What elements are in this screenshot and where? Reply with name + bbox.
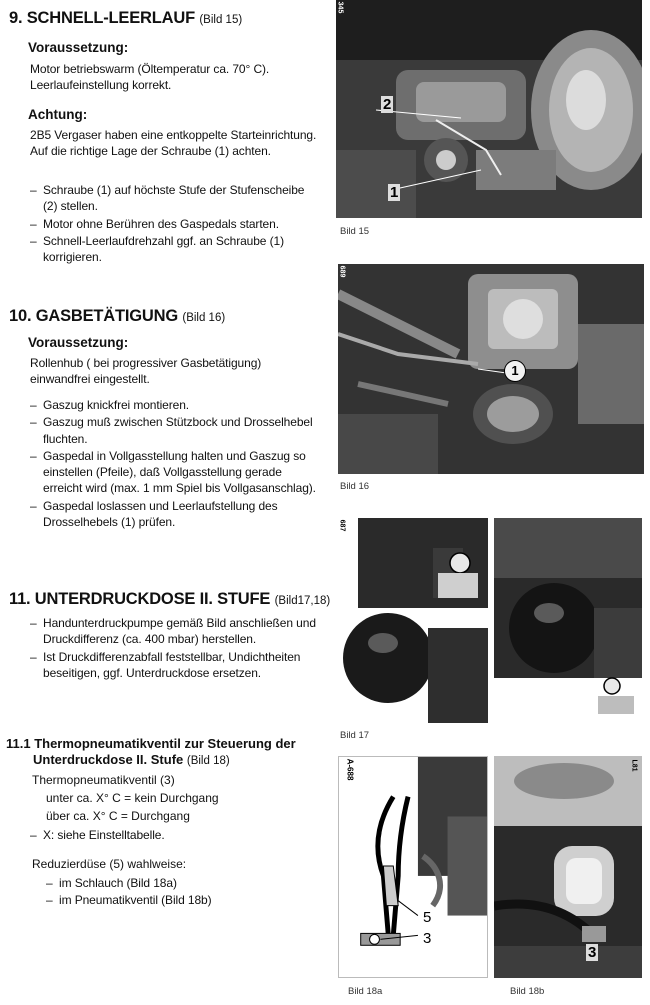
- reduzier-label: Reduzierdüse (5) wahlweise:: [32, 857, 187, 871]
- list-item: – Ist Druckdifferenzabfall feststellbar, Undichtheiten beseitigen, ggf. Unterdruckdose ersetzen.: [30, 649, 320, 682]
- figure-16-caption: Bild 16: [340, 481, 370, 492]
- figure-17-code: 687: [338, 519, 346, 532]
- above-temp-line: über ca. X° C = Durchgang: [46, 809, 190, 823]
- section-11-steps: [30, 615, 320, 682]
- section-11-1-title-line2: Unterdruckdose II. Stufe: [33, 752, 184, 767]
- section-11-title: 11. UNTERDRUCKDOSE II. STUFE: [9, 590, 271, 608]
- figure-column: [336, 0, 646, 1005]
- list-item: – Schnell-Leerlaufdrehzahl ggf. an Schraube (1) korrigieren.: [30, 233, 320, 266]
- figure-16-photo: [338, 264, 644, 474]
- section-9-figure-ref: (Bild 15): [199, 14, 243, 26]
- figure-18a-callout-5: 5: [423, 909, 432, 926]
- figure-18a-callout-3: 3: [423, 930, 432, 947]
- section-11-1-title-line1: 11.1 Thermopneumatikventil zur Steuerung der: [6, 736, 296, 751]
- list-item: – Schraube (1) auf höchste Stufe der Stufenscheibe (2) stellen.: [30, 182, 320, 215]
- section-11-1-figure-ref: (Bild 18): [186, 755, 230, 767]
- section-10-voraussetzung-label: Voraussetzung:: [28, 335, 129, 350]
- section-10-figure-ref: (Bild 16): [182, 312, 226, 324]
- list-item: – X: siehe Einstelltabelle.: [30, 827, 320, 843]
- figure-18a-drawing: [338, 756, 488, 978]
- figure-15-code: 345: [336, 1, 344, 14]
- figure-15-callout-2: 2: [383, 96, 392, 113]
- figure-18b-photo: [494, 756, 642, 978]
- section-10-heading: [9, 307, 225, 326]
- figure-15-caption: Bild 15: [340, 226, 370, 237]
- reduzier-options: [46, 875, 306, 910]
- section-10-steps: [30, 397, 320, 531]
- figure-17-caption: Bild 17: [340, 730, 370, 741]
- figure-16-callout-circle: [504, 360, 526, 382]
- figure-17-photo-right: [494, 518, 642, 723]
- list-item: – Handunterdruckpumpe gemäß Bild anschließen und Druckdifferenz (ca. 400 mbar) herstellen.: [30, 615, 320, 648]
- list-item: – Gaszug muß zwischen Stützbock und Drosselhebel fluchten.: [30, 414, 320, 447]
- figure-18a-code: A-688: [345, 758, 355, 781]
- figure-18b-code: L81: [630, 759, 638, 772]
- figure-16-callout-1: 1: [511, 363, 519, 378]
- section-11-1-heading: [6, 736, 326, 769]
- section-11-figure-ref: (Bild17,18): [274, 595, 331, 607]
- list-item: – im Schlauch (Bild 18a): [46, 875, 306, 891]
- figure-16-code: 689: [338, 265, 346, 278]
- section-10-voraussetzung-text: Rollenhub ( bei progressiver Gasbetätigung) einwandfrei eingestellt.: [30, 356, 262, 387]
- figure-17-photo-left: [338, 518, 488, 723]
- figure-18a-caption: Bild 18a: [348, 986, 383, 997]
- list-item: – Gaspedal in Vollgasstellung halten und Gaszug so einstellen (Pfeile), daß Vollgasstellung gerade erreicht wird (max. 1 mm Spiel bis Vollgasanschlag).: [30, 448, 320, 497]
- section-9-heading: [9, 9, 242, 28]
- figure-18b-callout-3: 3: [588, 944, 597, 961]
- section-9-voraussetzung-label: Voraussetzung:: [28, 40, 129, 55]
- section-9-steps: [30, 182, 320, 266]
- list-item: – Motor ohne Berühren des Gaspedals starten.: [30, 216, 320, 232]
- figure-15-photo: [336, 0, 642, 218]
- list-item: – Gaszug knickfrei montieren.: [30, 397, 320, 413]
- list-item: – Gaspedal loslassen und Leerlaufstellung des Drosselhebels (1) prüfen.: [30, 498, 320, 531]
- thermo-valve-line: Thermopneumatikventil (3): [32, 773, 175, 787]
- section-9-title: 9. SCHNELL-LEERLAUF: [9, 9, 195, 27]
- below-temp-line: unter ca. X° C = kein Durchgang: [46, 791, 219, 805]
- section-11-heading: [9, 590, 330, 609]
- figure-18b-caption: Bild 18b: [510, 986, 545, 997]
- section-9-achtung-label: Achtung:: [28, 107, 88, 122]
- section-9-achtung-text: 2B5 Vergaser haben eine entkoppelte Starteinrichtung. Auf die richtige Lage der Schraube (1) achten.: [30, 128, 317, 159]
- list-item: – im Pneumatikventil (Bild 18b): [46, 892, 306, 908]
- figure-15-callout-1: 1: [390, 184, 399, 201]
- x-note-list: [30, 827, 320, 844]
- section-9-voraussetzung-text: Motor betriebswarm (Öltemperatur ca. 70° C). Leerlaufeinstellung korrekt.: [30, 62, 270, 93]
- section-10-title: 10. GASBETÄTIGUNG: [9, 307, 178, 325]
